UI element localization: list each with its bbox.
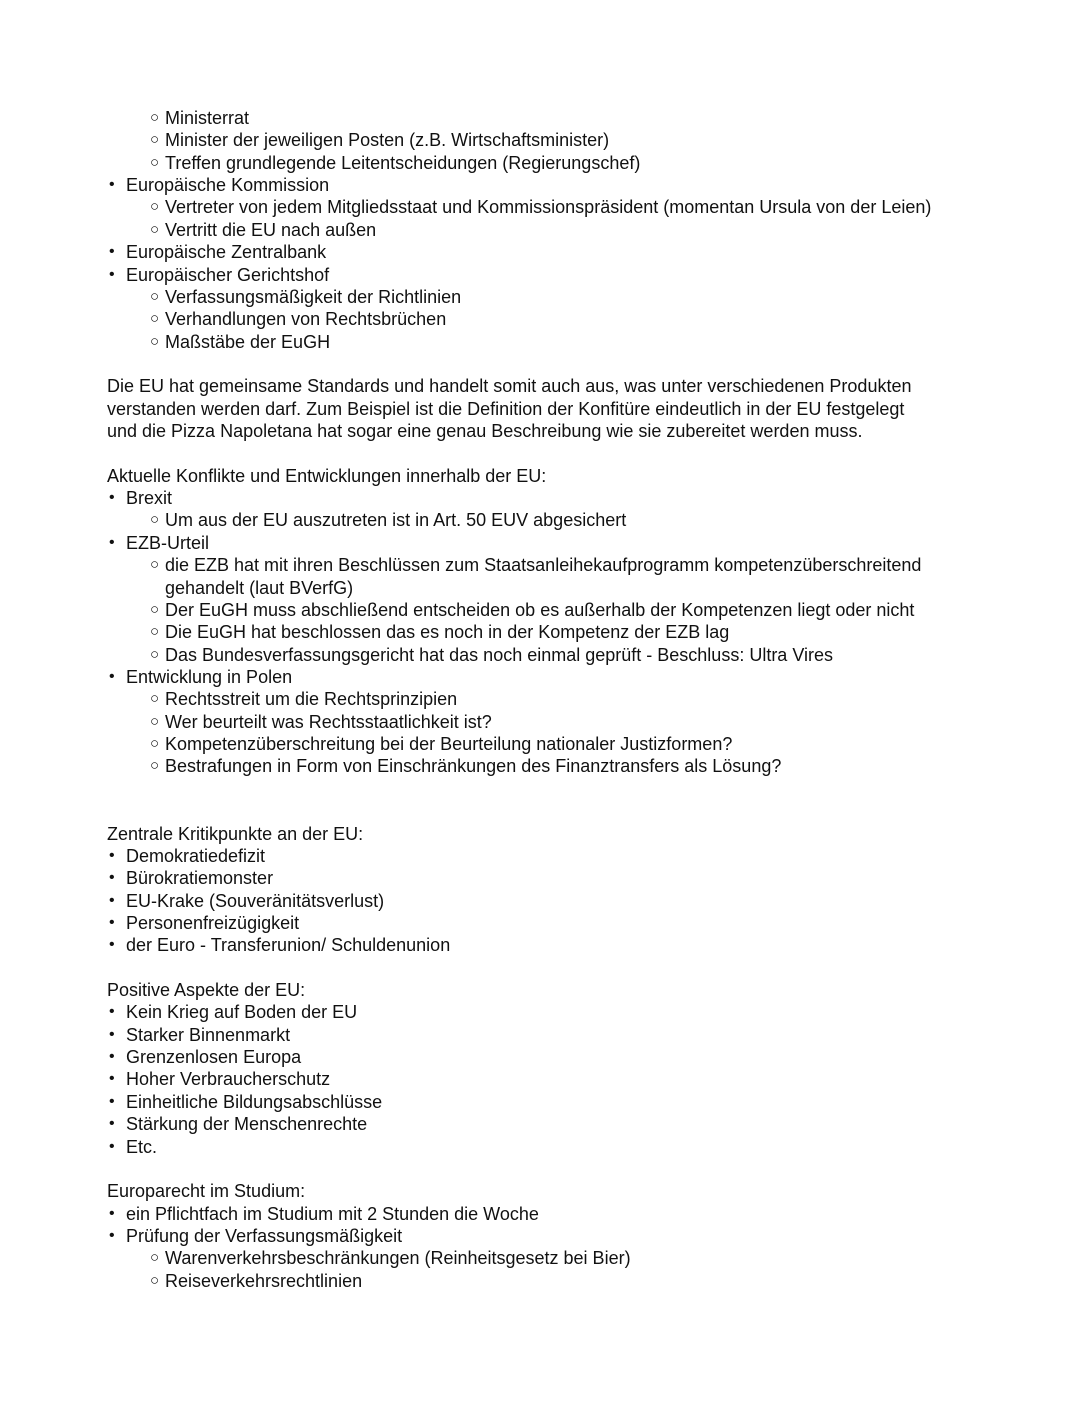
sub-bullet-text: Treffen grundlegende Leitentscheidungen (Regierungschef)	[165, 152, 641, 173]
bullet-item	[107, 1024, 987, 1046]
bullet-icon: •	[109, 1048, 115, 1066]
sub-bullet-text: Rechtsstreit um die Rechtsprinzipien	[165, 689, 458, 710]
sub-bullet-item	[107, 755, 987, 777]
document-page	[107, 107, 987, 1292]
bullet-item	[107, 1046, 987, 1068]
bullet-icon: •	[109, 1092, 115, 1110]
sub-bullet-text: Vertritt die EU nach außen	[165, 219, 377, 240]
circle-bullet-icon: ○	[150, 600, 160, 618]
sub-bullet-text: Wer beurteilt was Rechtsstaatlichkeit ist?	[165, 711, 492, 732]
sub-bullet-item	[107, 196, 987, 218]
bullet-item	[107, 1136, 987, 1158]
bullet-text: Bürokratiemonster	[126, 868, 274, 889]
bullet-text: Entwicklung in Polen	[126, 666, 293, 687]
bullet-text: Personenfreizügigkeit	[126, 912, 300, 933]
sub-bullet-item	[107, 1270, 987, 1292]
sub-bullet-item	[107, 286, 987, 308]
paragraph-line	[107, 398, 987, 420]
sub-bullet-item	[107, 129, 987, 151]
bullet-text: Starker Binnenmarkt	[126, 1024, 291, 1045]
bullet-text: Demokratiedefizit	[126, 845, 266, 866]
bullet-item	[107, 241, 987, 263]
circle-bullet-icon: ○	[150, 690, 160, 708]
bullet-text: Grenzenlosen Europa	[126, 1047, 302, 1068]
sub-bullet-text: Warenverkehrsbeschränkungen (Reinheitsgesetz bei Bier)	[165, 1248, 631, 1269]
circle-bullet-icon: ○	[150, 556, 160, 574]
bullet-text: Einheitliche Bildungsabschlüsse	[126, 1091, 383, 1112]
bullet-icon: •	[109, 533, 115, 551]
paragraph-text: und die Pizza Napoletana hat sogar eine genau Beschreibung wie sie zubereitet werden muss.	[107, 421, 863, 442]
sub-bullet-text: Reiseverkehrsrechtlinien	[165, 1270, 363, 1291]
bullet-icon: •	[109, 1204, 115, 1222]
sub-bullet-text: Maßstäbe der EuGH	[165, 331, 331, 352]
bullet-text: Etc.	[126, 1136, 158, 1157]
bullet-text: Hoher Verbraucherschutz	[126, 1069, 331, 1090]
bullet-item	[107, 934, 987, 956]
bullet-item	[107, 845, 987, 867]
bullet-item	[107, 487, 987, 509]
sub-bullet-text: die EZB hat mit ihren Beschlüssen zum Staatsanleihekaufprogramm kompetenzüberschreitend	[165, 555, 922, 576]
sub-bullet-item	[107, 308, 987, 330]
sub-bullet-text: Minister der jeweiligen Posten (z.B. Wirtschaftsminister)	[165, 130, 610, 151]
blank-line	[107, 353, 987, 375]
bullet-item	[107, 1001, 987, 1023]
blank-line	[107, 442, 987, 464]
bullet-text: Stärkung der Menschenrechte	[126, 1114, 368, 1135]
bullet-text: der Euro - Transferunion/ Schuldenunion	[126, 935, 451, 956]
sub-bullet-item	[107, 107, 987, 129]
sub-bullet-item	[107, 644, 987, 666]
circle-bullet-icon: ○	[150, 712, 160, 730]
circle-bullet-icon: ○	[150, 131, 160, 149]
sub-bullet-text: Verfassungsmäßigkeit der Richtlinien	[165, 286, 462, 307]
sub-bullet-text: Die EuGH hat beschlossen das es noch in der Kompetenz der EZB lag	[165, 622, 730, 643]
circle-bullet-icon: ○	[150, 332, 160, 350]
heading-text: Zentrale Kritikpunkte an der EU:	[107, 823, 364, 844]
sub-bullet-item	[107, 152, 987, 174]
circle-bullet-icon: ○	[150, 757, 160, 775]
circle-bullet-icon: ○	[150, 623, 160, 641]
bullet-icon: •	[109, 846, 115, 864]
blank-line	[107, 1158, 987, 1180]
paragraph-text: Die EU hat gemeinsame Standards und handelt somit auch aus, was unter verschiedenen Produkten	[107, 376, 912, 397]
circle-bullet-icon: ○	[150, 109, 160, 126]
bullet-icon: •	[109, 176, 115, 194]
sub-bullet-item	[107, 688, 987, 710]
circle-bullet-icon: ○	[150, 1271, 160, 1289]
sub-bullet-item	[107, 509, 987, 531]
sub-bullet-text: Vertreter von jedem Mitgliedsstaat und Kommissionspräsident (momentan Ursula von der Leien)	[165, 197, 932, 218]
sub-bullet-text: Kompetenzüberschreitung bei der Beurteilung nationaler Justizformen?	[165, 734, 733, 755]
heading-text: Positive Aspekte der EU:	[107, 980, 306, 1001]
bullet-item	[107, 264, 987, 286]
bullet-icon: •	[109, 913, 115, 931]
bullet-item	[107, 174, 987, 196]
paragraph-line	[107, 375, 987, 397]
bullet-icon: •	[109, 489, 115, 507]
bullet-item	[107, 912, 987, 934]
bullet-icon: •	[109, 891, 115, 909]
sub-bullet-item	[107, 219, 987, 241]
sub-bullet-text: Ministerrat	[165, 108, 250, 128]
sub-bullet-continuation	[107, 577, 987, 599]
section-heading	[107, 1180, 987, 1202]
section-heading	[107, 979, 987, 1001]
bullet-icon: •	[109, 1115, 115, 1133]
sub-bullet-item	[107, 599, 987, 621]
sub-bullet-item	[107, 331, 987, 353]
bullet-item	[107, 532, 987, 554]
sub-bullet-text: Der EuGH muss abschließend entscheiden ob es außerhalb der Kompetenzen liegt oder nicht	[165, 599, 915, 620]
bullet-icon: •	[109, 1070, 115, 1088]
circle-bullet-icon: ○	[150, 220, 160, 238]
section-heading	[107, 465, 987, 487]
heading-text: Aktuelle Konflikte und Entwicklungen innerhalb der EU:	[107, 465, 547, 486]
blank-line	[107, 957, 987, 979]
bullet-icon: •	[109, 1226, 115, 1244]
bullet-text: Kein Krieg auf Boden der EU	[126, 1002, 358, 1023]
sub-bullet-item	[107, 711, 987, 733]
bullet-text: Brexit	[126, 488, 173, 509]
bullet-item	[107, 666, 987, 688]
sub-bullet-text: Um aus der EU auszutreten ist in Art. 50 EUV abgesichert	[165, 510, 627, 531]
sub-bullet-text: Verhandlungen von Rechtsbrüchen	[165, 309, 447, 330]
bullet-item	[107, 1203, 987, 1225]
bullet-icon: •	[109, 265, 115, 283]
bullet-text: Europäische Zentralbank	[126, 242, 327, 263]
paragraph-line	[107, 420, 987, 442]
bullet-icon: •	[109, 869, 115, 887]
sub-bullet-text: Bestrafungen in Form von Einschränkungen des Finanztransfers als Lösung?	[165, 756, 782, 777]
sub-bullet-text: Das Bundesverfassungsgericht hat das noch einmal geprüft - Beschluss: Ultra Vires	[165, 644, 834, 665]
sub-bullet-text: gehandelt (laut BVerfG)	[165, 577, 354, 598]
sub-bullet-item	[107, 733, 987, 755]
bullet-item	[107, 1091, 987, 1113]
bullet-icon: •	[109, 936, 115, 954]
sub-bullet-item	[107, 1247, 987, 1269]
bullet-text: Prüfung der Verfassungsmäßigkeit	[126, 1225, 403, 1246]
bullet-item	[107, 867, 987, 889]
sub-bullet-item	[107, 554, 987, 576]
bullet-icon: •	[109, 243, 115, 261]
paragraph-text: verstanden werden darf. Zum Beispiel ist die Definition der Konfitüre eindeutlich in der EU festgelegt	[107, 398, 905, 419]
bullet-icon: •	[109, 1137, 115, 1155]
circle-bullet-icon: ○	[150, 735, 160, 753]
circle-bullet-icon: ○	[150, 198, 160, 216]
circle-bullet-icon: ○	[150, 511, 160, 529]
bullet-item	[107, 1068, 987, 1090]
bullet-item	[107, 1113, 987, 1135]
bullet-item	[107, 1225, 987, 1247]
blank-line	[107, 800, 987, 822]
bullet-icon: •	[109, 1003, 115, 1021]
circle-bullet-icon: ○	[150, 153, 160, 171]
bullet-text: Europäische Kommission	[126, 175, 330, 196]
blank-line	[107, 778, 987, 800]
bullet-text: ein Pflichtfach im Studium mit 2 Stunden die Woche	[126, 1203, 539, 1224]
heading-text: Europarecht im Studium:	[107, 1181, 306, 1202]
circle-bullet-icon: ○	[150, 287, 160, 305]
bullet-icon: •	[109, 1025, 115, 1043]
bullet-icon: •	[109, 667, 115, 685]
circle-bullet-icon: ○	[150, 310, 160, 328]
section-heading	[107, 823, 987, 845]
bullet-item	[107, 890, 987, 912]
sub-bullet-item	[107, 621, 987, 643]
bullet-text: EZB-Urteil	[126, 532, 210, 553]
bullet-text: EU-Krake (Souveränitätsverlust)	[126, 890, 385, 911]
circle-bullet-icon: ○	[150, 1249, 160, 1267]
circle-bullet-icon: ○	[150, 645, 160, 663]
bullet-text: Europäischer Gerichtshof	[126, 264, 330, 285]
